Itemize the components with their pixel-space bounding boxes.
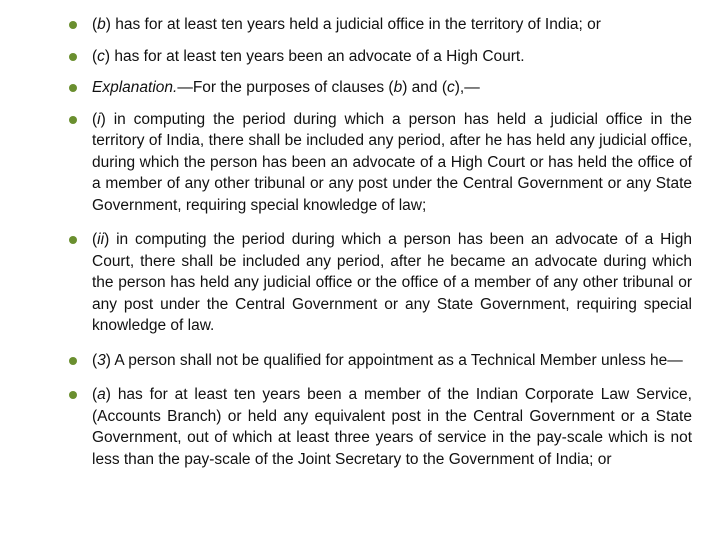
bullet-item-ii-advocate-period	[92, 229, 692, 337]
text-segment: ) in computing the period during which a person has held a judicial office in the territory of India, there shall be included any period, after he has held any judicial office, during which the person has been an advocate of a High Court or has held the office of a member of any other tribunal or any post under the Central Government or any State Government, requiring special knowledge of law;	[92, 110, 692, 214]
clause-letter: b	[393, 79, 403, 96]
bullet-icon	[69, 357, 77, 365]
clause-number: 3	[97, 351, 106, 369]
bullet-icon	[69, 391, 77, 399]
text-segment: (	[92, 351, 98, 369]
clause-numeral: i	[97, 110, 101, 128]
text-segment: (	[92, 16, 98, 33]
text-segment: ) has for at least ten years held a judicial office in the territory of India; or	[105, 16, 601, 33]
bullet-icon	[69, 84, 77, 92]
bullet-icon	[69, 21, 77, 29]
bullet-list	[92, 14, 692, 470]
bullet-item-3-technical-member	[92, 350, 692, 372]
bullet-item-a-corporate-law-service	[92, 384, 692, 470]
bullet-icon	[69, 236, 77, 244]
text-segment: ) A person shall not be qualified for appointment as a Technical Member unless he—	[105, 351, 683, 369]
bullet-item-b-judicial-office	[92, 14, 692, 36]
bullet-item-c-advocate	[92, 46, 692, 68]
clause-letter: a	[97, 386, 106, 403]
clause-letter: c	[97, 47, 105, 65]
text-segment: ) has for at least ten years been an advocate of a High Court.	[104, 47, 525, 65]
bullet-item-explanation	[92, 77, 692, 99]
bullet-item-i-judicial-period	[92, 109, 692, 217]
clause-letter: c	[447, 79, 455, 96]
bullet-icon	[69, 53, 77, 61]
bullet-icon	[69, 116, 77, 124]
text-segment: (	[92, 110, 98, 128]
text-segment: (	[92, 386, 98, 403]
text-segment: ),—	[454, 79, 480, 96]
text-segment: (	[92, 231, 98, 248]
explanation-label: Explanation.	[92, 79, 178, 96]
clause-letter: b	[97, 16, 106, 33]
text-segment: (	[92, 47, 98, 65]
text-segment: —For the purposes of clauses (	[177, 79, 394, 96]
text-segment: ) and (	[402, 79, 447, 96]
clause-numeral: ii	[97, 231, 105, 248]
text-segment: ) has for at least ten years been a member of the Indian Corporate Law Service,(Accounts Branch) or held any equivalent post in the Central Government or a State Government, out of which at least three years of service in the pay-scale which is not less than the pay-scale of the Joint Secretary to the Government of India; or	[92, 386, 692, 468]
text-segment: ) in computing the period during which a person has been an advocate of a High Court, there shall be included any period, after he became an advocate during which the person has held any judicial office or the office of a member of any other tribunal or any post under the Central Government or any State Government, requiring special knowledge of law.	[92, 231, 692, 334]
